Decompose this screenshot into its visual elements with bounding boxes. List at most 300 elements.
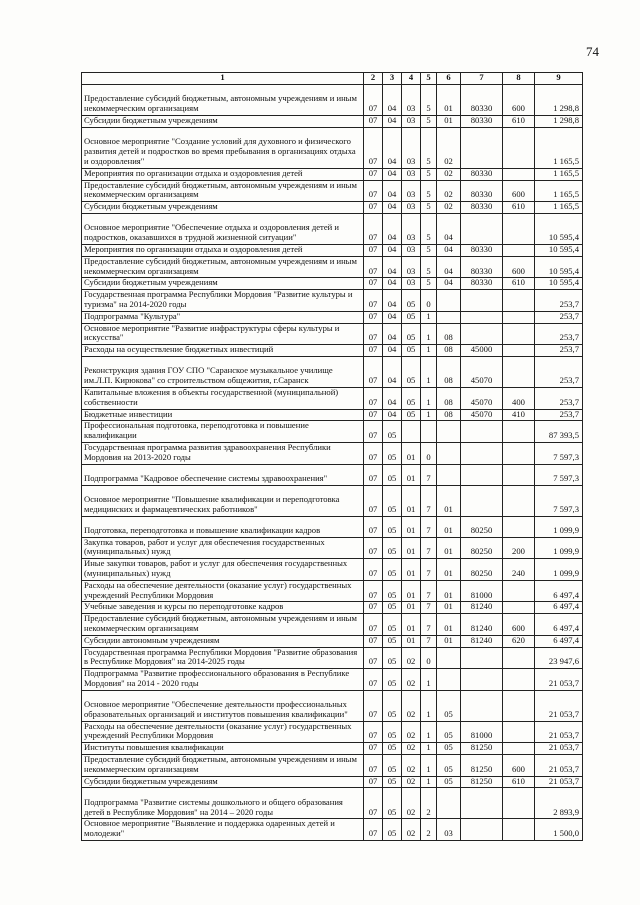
cell-subprogram: 5 bbox=[421, 127, 437, 168]
cell-expense-type bbox=[503, 345, 535, 357]
cell-section: 07 bbox=[364, 311, 383, 323]
cell-program: 02 bbox=[402, 690, 421, 721]
cell-amount: 1 298,8 bbox=[535, 85, 583, 116]
cell-activity: 04 bbox=[437, 213, 461, 244]
cell-amount: 1 165,5 bbox=[535, 127, 583, 168]
cell-program: 02 bbox=[402, 819, 421, 841]
cell-section: 07 bbox=[364, 776, 383, 788]
cell-program: 02 bbox=[402, 755, 421, 777]
cell-name: Капитальные вложения в объекты государственной (муниципальной) собственности bbox=[82, 387, 364, 409]
cell-subsection: 05 bbox=[383, 721, 402, 743]
cell-subsection: 05 bbox=[383, 788, 402, 819]
cell-activity: 01 bbox=[437, 614, 461, 636]
cell-activity bbox=[437, 669, 461, 691]
cell-subprogram: 1 bbox=[421, 311, 437, 323]
cell-program: 02 bbox=[402, 743, 421, 755]
table-row bbox=[82, 278, 583, 290]
cell-expense-type: 610 bbox=[503, 116, 535, 128]
table-header-row bbox=[82, 73, 583, 85]
cell-activity: 01 bbox=[437, 537, 461, 559]
cell-activity: 08 bbox=[437, 387, 461, 409]
header-col-1: 1 bbox=[82, 73, 364, 85]
cell-expense-type bbox=[503, 356, 535, 387]
table-row bbox=[82, 669, 583, 691]
cell-expense-type bbox=[503, 421, 535, 443]
cell-amount: 21 053,7 bbox=[535, 721, 583, 743]
cell-program bbox=[402, 421, 421, 443]
cell-amount: 1 099,9 bbox=[535, 516, 583, 537]
cell-program: 01 bbox=[402, 559, 421, 581]
cell-program: 03 bbox=[402, 213, 421, 244]
cell-activity: 01 bbox=[437, 116, 461, 128]
cell-section: 07 bbox=[364, 127, 383, 168]
table-row bbox=[82, 776, 583, 788]
cell-direction bbox=[461, 442, 503, 464]
cell-amount: 2 893,9 bbox=[535, 788, 583, 819]
cell-activity bbox=[437, 788, 461, 819]
cell-name: Субсидии бюджетным учреждениям bbox=[82, 202, 364, 214]
cell-subsection: 05 bbox=[383, 537, 402, 559]
cell-subsection: 05 bbox=[383, 464, 402, 485]
cell-direction: 45070 bbox=[461, 356, 503, 387]
cell-section: 07 bbox=[364, 647, 383, 669]
table-row bbox=[82, 721, 583, 743]
cell-direction: 80330 bbox=[461, 168, 503, 180]
cell-program: 02 bbox=[402, 788, 421, 819]
table-row bbox=[82, 464, 583, 485]
header-col-4: 4 bbox=[402, 73, 421, 85]
cell-name: Государственная программа развития здравоохранения Республики Мордовия на 2013-2020 годы bbox=[82, 442, 364, 464]
cell-program: 01 bbox=[402, 602, 421, 614]
table-row bbox=[82, 168, 583, 180]
cell-activity: 02 bbox=[437, 127, 461, 168]
cell-subprogram: 5 bbox=[421, 85, 437, 116]
cell-expense-type bbox=[503, 721, 535, 743]
cell-subsection: 05 bbox=[383, 516, 402, 537]
cell-amount: 6 497,4 bbox=[535, 602, 583, 614]
table-row bbox=[82, 421, 583, 443]
cell-section: 07 bbox=[364, 464, 383, 485]
cell-direction: 80330 bbox=[461, 244, 503, 256]
table-row bbox=[82, 635, 583, 647]
cell-subsection: 04 bbox=[383, 278, 402, 290]
cell-program: 01 bbox=[402, 485, 421, 516]
table-body bbox=[82, 85, 583, 841]
cell-name: Предоставление субсидий бюджетным, автономным учреждениям и иным некоммерческим организациям bbox=[82, 85, 364, 116]
cell-direction bbox=[461, 690, 503, 721]
cell-section: 07 bbox=[364, 635, 383, 647]
cell-expense-type bbox=[503, 311, 535, 323]
cell-subprogram: 5 bbox=[421, 202, 437, 214]
cell-expense-type bbox=[503, 743, 535, 755]
cell-activity bbox=[437, 290, 461, 312]
cell-program: 05 bbox=[402, 356, 421, 387]
cell-subprogram: 2 bbox=[421, 788, 437, 819]
cell-direction: 81000 bbox=[461, 580, 503, 602]
cell-subsection: 04 bbox=[383, 356, 402, 387]
cell-subsection: 04 bbox=[383, 244, 402, 256]
cell-program: 05 bbox=[402, 311, 421, 323]
table-row bbox=[82, 743, 583, 755]
table-row bbox=[82, 290, 583, 312]
cell-direction: 80330 bbox=[461, 180, 503, 202]
cell-expense-type bbox=[503, 788, 535, 819]
cell-section: 07 bbox=[364, 602, 383, 614]
cell-amount: 6 497,4 bbox=[535, 614, 583, 636]
cell-name: Субсидии бюджетным учреждениям bbox=[82, 776, 364, 788]
cell-amount: 21 053,7 bbox=[535, 690, 583, 721]
cell-section: 07 bbox=[364, 614, 383, 636]
cell-subprogram: 1 bbox=[421, 345, 437, 357]
cell-section: 07 bbox=[364, 85, 383, 116]
cell-activity bbox=[437, 421, 461, 443]
table-row bbox=[82, 516, 583, 537]
cell-direction: 80330 bbox=[461, 202, 503, 214]
cell-subsection: 04 bbox=[383, 256, 402, 278]
cell-activity: 05 bbox=[437, 776, 461, 788]
cell-name: Государственная программа Республики Мордовия "Развитие образования в Республике Мордовия" на 2014-2025 годы bbox=[82, 647, 364, 669]
cell-subsection: 04 bbox=[383, 202, 402, 214]
table-row bbox=[82, 788, 583, 819]
cell-activity: 05 bbox=[437, 690, 461, 721]
table-row bbox=[82, 356, 583, 387]
cell-name: Институты повышения квалификации bbox=[82, 743, 364, 755]
cell-direction: 81240 bbox=[461, 614, 503, 636]
header-col-3: 3 bbox=[383, 73, 402, 85]
cell-direction bbox=[461, 311, 503, 323]
cell-subsection: 04 bbox=[383, 387, 402, 409]
table-row bbox=[82, 244, 583, 256]
cell-activity: 01 bbox=[437, 635, 461, 647]
table-row bbox=[82, 116, 583, 128]
cell-expense-type bbox=[503, 485, 535, 516]
cell-direction: 80330 bbox=[461, 256, 503, 278]
cell-section: 07 bbox=[364, 244, 383, 256]
cell-amount: 1 165,5 bbox=[535, 168, 583, 180]
cell-subprogram: 1 bbox=[421, 356, 437, 387]
cell-subsection: 05 bbox=[383, 421, 402, 443]
cell-direction: 81250 bbox=[461, 776, 503, 788]
cell-subprogram: 1 bbox=[421, 743, 437, 755]
cell-activity: 08 bbox=[437, 356, 461, 387]
cell-amount: 253,7 bbox=[535, 356, 583, 387]
cell-amount: 10 595,4 bbox=[535, 256, 583, 278]
table-row bbox=[82, 647, 583, 669]
cell-direction: 45070 bbox=[461, 409, 503, 421]
cell-amount: 253,7 bbox=[535, 387, 583, 409]
cell-name: Основное мероприятие "Создание условий для духовного и физического развития детей и подростков во время пребывания в организациях отдыха и оздоровления" bbox=[82, 127, 364, 168]
cell-section: 07 bbox=[364, 516, 383, 537]
cell-subsection: 05 bbox=[383, 776, 402, 788]
cell-program: 03 bbox=[402, 202, 421, 214]
cell-section: 07 bbox=[364, 256, 383, 278]
cell-subsection: 05 bbox=[383, 559, 402, 581]
cell-expense-type: 600 bbox=[503, 614, 535, 636]
cell-name: Подпрограмма "Развитие профессионального образования в Республике Мордовия" на 2014 - 2020 годы bbox=[82, 669, 364, 691]
cell-program: 01 bbox=[402, 442, 421, 464]
cell-name: Подпрограмма "Развитие системы дошкольного и общего образования детей в Республике Мордовия" на 2014 – 2020 годы bbox=[82, 788, 364, 819]
cell-name: Расходы на обеспечение деятельности (оказание услуг) государственных учреждений Республики Мордовия bbox=[82, 580, 364, 602]
cell-expense-type: 410 bbox=[503, 409, 535, 421]
cell-activity: 05 bbox=[437, 755, 461, 777]
cell-amount: 253,7 bbox=[535, 290, 583, 312]
cell-expense-type: 240 bbox=[503, 559, 535, 581]
cell-name: Бюджетные инвестиции bbox=[82, 409, 364, 421]
cell-subsection: 05 bbox=[383, 819, 402, 841]
cell-subsection: 05 bbox=[383, 647, 402, 669]
cell-amount: 10 595,4 bbox=[535, 244, 583, 256]
cell-section: 07 bbox=[364, 690, 383, 721]
cell-expense-type: 600 bbox=[503, 755, 535, 777]
cell-amount: 253,7 bbox=[535, 345, 583, 357]
cell-direction bbox=[461, 669, 503, 691]
cell-subsection: 05 bbox=[383, 442, 402, 464]
cell-subsection: 05 bbox=[383, 602, 402, 614]
cell-section: 07 bbox=[364, 819, 383, 841]
cell-subsection: 04 bbox=[383, 345, 402, 357]
cell-expense-type bbox=[503, 323, 535, 345]
cell-name: Предоставление субсидий бюджетным, автономным учреждениям и иным некоммерческим организациям bbox=[82, 256, 364, 278]
cell-name: Подпрограмма "Кадровое обеспечение системы здравоохранения" bbox=[82, 464, 364, 485]
cell-subsection: 05 bbox=[383, 580, 402, 602]
cell-subprogram: 7 bbox=[421, 614, 437, 636]
cell-activity: 08 bbox=[437, 409, 461, 421]
cell-subprogram: 1 bbox=[421, 387, 437, 409]
cell-section: 07 bbox=[364, 202, 383, 214]
cell-subprogram: 5 bbox=[421, 180, 437, 202]
cell-subsection: 04 bbox=[383, 127, 402, 168]
header-col-6: 6 bbox=[437, 73, 461, 85]
cell-name: Подпрограмма "Культура" bbox=[82, 311, 364, 323]
cell-activity: 02 bbox=[437, 168, 461, 180]
cell-name: Основное мероприятие "Обеспечение отдыха и оздоровления детей и подростков, оказавшихся в трудной жизненной ситуации" bbox=[82, 213, 364, 244]
table-row bbox=[82, 614, 583, 636]
table-row bbox=[82, 580, 583, 602]
cell-program: 01 bbox=[402, 537, 421, 559]
cell-section: 07 bbox=[364, 213, 383, 244]
cell-direction bbox=[461, 788, 503, 819]
cell-subprogram: 1 bbox=[421, 721, 437, 743]
cell-amount: 87 393,5 bbox=[535, 421, 583, 443]
cell-subprogram: 5 bbox=[421, 278, 437, 290]
cell-program: 02 bbox=[402, 669, 421, 691]
table-row bbox=[82, 602, 583, 614]
cell-direction: 81240 bbox=[461, 602, 503, 614]
cell-activity bbox=[437, 464, 461, 485]
cell-name: Подготовка, переподготовка и повышение квалификации кадров bbox=[82, 516, 364, 537]
cell-name: Основное мероприятие "Выявление и поддержка одаренных детей и молодежи" bbox=[82, 819, 364, 841]
cell-subprogram: 7 bbox=[421, 580, 437, 602]
table-row bbox=[82, 127, 583, 168]
cell-name: Предоставление субсидий бюджетным, автономным учреждениям и иным некоммерческим организациям bbox=[82, 180, 364, 202]
cell-program: 01 bbox=[402, 635, 421, 647]
cell-subprogram: 0 bbox=[421, 647, 437, 669]
cell-name: Субсидии бюджетным учреждениям bbox=[82, 278, 364, 290]
cell-subsection: 04 bbox=[383, 409, 402, 421]
cell-subprogram: 7 bbox=[421, 559, 437, 581]
cell-name: Основное мероприятие "Повышение квалификации и переподготовка медицинских и фармацевтических работников" bbox=[82, 485, 364, 516]
cell-expense-type bbox=[503, 290, 535, 312]
table-row bbox=[82, 85, 583, 116]
cell-subsection: 05 bbox=[383, 635, 402, 647]
cell-program: 01 bbox=[402, 580, 421, 602]
cell-program: 03 bbox=[402, 127, 421, 168]
cell-amount: 1 099,9 bbox=[535, 559, 583, 581]
cell-expense-type: 610 bbox=[503, 776, 535, 788]
cell-activity: 01 bbox=[437, 602, 461, 614]
cell-activity bbox=[437, 311, 461, 323]
cell-program: 05 bbox=[402, 323, 421, 345]
cell-section: 07 bbox=[364, 116, 383, 128]
cell-direction bbox=[461, 485, 503, 516]
table-row bbox=[82, 323, 583, 345]
table-row bbox=[82, 537, 583, 559]
cell-program: 03 bbox=[402, 85, 421, 116]
cell-amount: 10 595,4 bbox=[535, 278, 583, 290]
table-row bbox=[82, 819, 583, 841]
cell-subprogram: 7 bbox=[421, 485, 437, 516]
cell-subprogram: 1 bbox=[421, 669, 437, 691]
cell-subsection: 04 bbox=[383, 323, 402, 345]
cell-activity: 02 bbox=[437, 180, 461, 202]
cell-name: Учебные заведения и курсы по переподготовке кадров bbox=[82, 602, 364, 614]
cell-subprogram: 7 bbox=[421, 464, 437, 485]
cell-direction: 80330 bbox=[461, 116, 503, 128]
cell-subprogram: 7 bbox=[421, 516, 437, 537]
cell-section: 07 bbox=[364, 442, 383, 464]
cell-direction bbox=[461, 290, 503, 312]
table-row bbox=[82, 755, 583, 777]
cell-direction: 80250 bbox=[461, 537, 503, 559]
cell-expense-type: 620 bbox=[503, 635, 535, 647]
cell-name: Мероприятия по организации отдыха и оздоровления детей bbox=[82, 244, 364, 256]
cell-direction: 80330 bbox=[461, 85, 503, 116]
budget-table bbox=[81, 72, 583, 841]
cell-subprogram: 5 bbox=[421, 256, 437, 278]
cell-name: Основное мероприятие "Развитие инфраструктуры сферы культуры и искусства" bbox=[82, 323, 364, 345]
cell-amount: 1 099,9 bbox=[535, 537, 583, 559]
cell-activity: 01 bbox=[437, 85, 461, 116]
cell-expense-type: 600 bbox=[503, 180, 535, 202]
header-col-2: 2 bbox=[364, 73, 383, 85]
cell-expense-type bbox=[503, 690, 535, 721]
cell-subprogram: 1 bbox=[421, 755, 437, 777]
cell-amount: 7 597,3 bbox=[535, 442, 583, 464]
header-col-5: 5 bbox=[421, 73, 437, 85]
cell-subsection: 05 bbox=[383, 690, 402, 721]
cell-subprogram: 1 bbox=[421, 409, 437, 421]
cell-expense-type bbox=[503, 168, 535, 180]
cell-section: 07 bbox=[364, 290, 383, 312]
cell-direction: 81250 bbox=[461, 755, 503, 777]
cell-expense-type: 600 bbox=[503, 85, 535, 116]
cell-subprogram: 7 bbox=[421, 635, 437, 647]
cell-program: 02 bbox=[402, 776, 421, 788]
table-row bbox=[82, 256, 583, 278]
cell-name: Мероприятия по организации отдыха и оздоровления детей bbox=[82, 168, 364, 180]
cell-direction: 80330 bbox=[461, 278, 503, 290]
cell-program: 01 bbox=[402, 464, 421, 485]
cell-name: Закупка товаров, работ и услуг для обеспечения государственных (муниципальных) нужд bbox=[82, 537, 364, 559]
cell-name: Иные закупки товаров, работ и услуг для обеспечения государственных (муниципальных) нужд bbox=[82, 559, 364, 581]
table-row bbox=[82, 559, 583, 581]
cell-subsection: 04 bbox=[383, 311, 402, 323]
cell-subsection: 04 bbox=[383, 180, 402, 202]
cell-section: 07 bbox=[364, 168, 383, 180]
cell-direction: 81000 bbox=[461, 721, 503, 743]
cell-expense-type bbox=[503, 244, 535, 256]
cell-name: Расходы на осуществление бюджетных инвестиций bbox=[82, 345, 364, 357]
cell-direction: 81250 bbox=[461, 743, 503, 755]
cell-subprogram: 7 bbox=[421, 537, 437, 559]
cell-subprogram: 1 bbox=[421, 690, 437, 721]
cell-program: 03 bbox=[402, 180, 421, 202]
cell-program: 03 bbox=[402, 278, 421, 290]
cell-program: 03 bbox=[402, 244, 421, 256]
cell-subprogram: 5 bbox=[421, 168, 437, 180]
cell-amount: 21 053,7 bbox=[535, 669, 583, 691]
cell-subsection: 05 bbox=[383, 755, 402, 777]
cell-amount: 21 053,7 bbox=[535, 776, 583, 788]
cell-program: 01 bbox=[402, 516, 421, 537]
cell-activity bbox=[437, 647, 461, 669]
cell-subsection: 04 bbox=[383, 85, 402, 116]
cell-subprogram bbox=[421, 421, 437, 443]
table-row bbox=[82, 311, 583, 323]
cell-direction bbox=[461, 819, 503, 841]
cell-program: 05 bbox=[402, 387, 421, 409]
cell-expense-type bbox=[503, 647, 535, 669]
cell-subprogram: 1 bbox=[421, 776, 437, 788]
cell-program: 05 bbox=[402, 345, 421, 357]
cell-subsection: 04 bbox=[383, 213, 402, 244]
cell-section: 07 bbox=[364, 278, 383, 290]
cell-section: 07 bbox=[364, 559, 383, 581]
cell-activity: 04 bbox=[437, 256, 461, 278]
cell-subprogram: 5 bbox=[421, 116, 437, 128]
cell-name: Основное мероприятие "Обеспечение деятельности профессиональных образовательных организаций и институтов повышения квалификации" bbox=[82, 690, 364, 721]
cell-subsection: 05 bbox=[383, 743, 402, 755]
cell-program: 03 bbox=[402, 168, 421, 180]
cell-section: 07 bbox=[364, 755, 383, 777]
cell-amount: 1 500,0 bbox=[535, 819, 583, 841]
cell-direction bbox=[461, 323, 503, 345]
cell-amount: 253,7 bbox=[535, 323, 583, 345]
cell-section: 07 bbox=[364, 743, 383, 755]
header-col-8: 8 bbox=[503, 73, 535, 85]
cell-direction: 80250 bbox=[461, 516, 503, 537]
cell-amount: 7 597,3 bbox=[535, 464, 583, 485]
table-row bbox=[82, 202, 583, 214]
cell-program: 02 bbox=[402, 721, 421, 743]
cell-activity: 04 bbox=[437, 244, 461, 256]
cell-expense-type: 610 bbox=[503, 202, 535, 214]
cell-name: Реконструкция здания ГОУ СПО "Саранское музыкальное училище им.Л.П. Кирюкова" со строительством общежития, г.Саранск bbox=[82, 356, 364, 387]
cell-name: Государственная программа Республики Мордовия "Развитие культуры и туризма" на 2014-2020 годы bbox=[82, 290, 364, 312]
cell-section: 07 bbox=[364, 669, 383, 691]
cell-expense-type bbox=[503, 127, 535, 168]
cell-amount: 1 298,8 bbox=[535, 116, 583, 128]
cell-expense-type bbox=[503, 669, 535, 691]
cell-subprogram: 0 bbox=[421, 442, 437, 464]
cell-amount: 23 947,6 bbox=[535, 647, 583, 669]
cell-activity: 01 bbox=[437, 485, 461, 516]
cell-activity: 02 bbox=[437, 202, 461, 214]
cell-expense-type: 600 bbox=[503, 256, 535, 278]
cell-name: Предоставление субсидий бюджетным, автономным учреждениям и иным некоммерческим организациям bbox=[82, 755, 364, 777]
cell-activity bbox=[437, 442, 461, 464]
cell-section: 07 bbox=[364, 537, 383, 559]
